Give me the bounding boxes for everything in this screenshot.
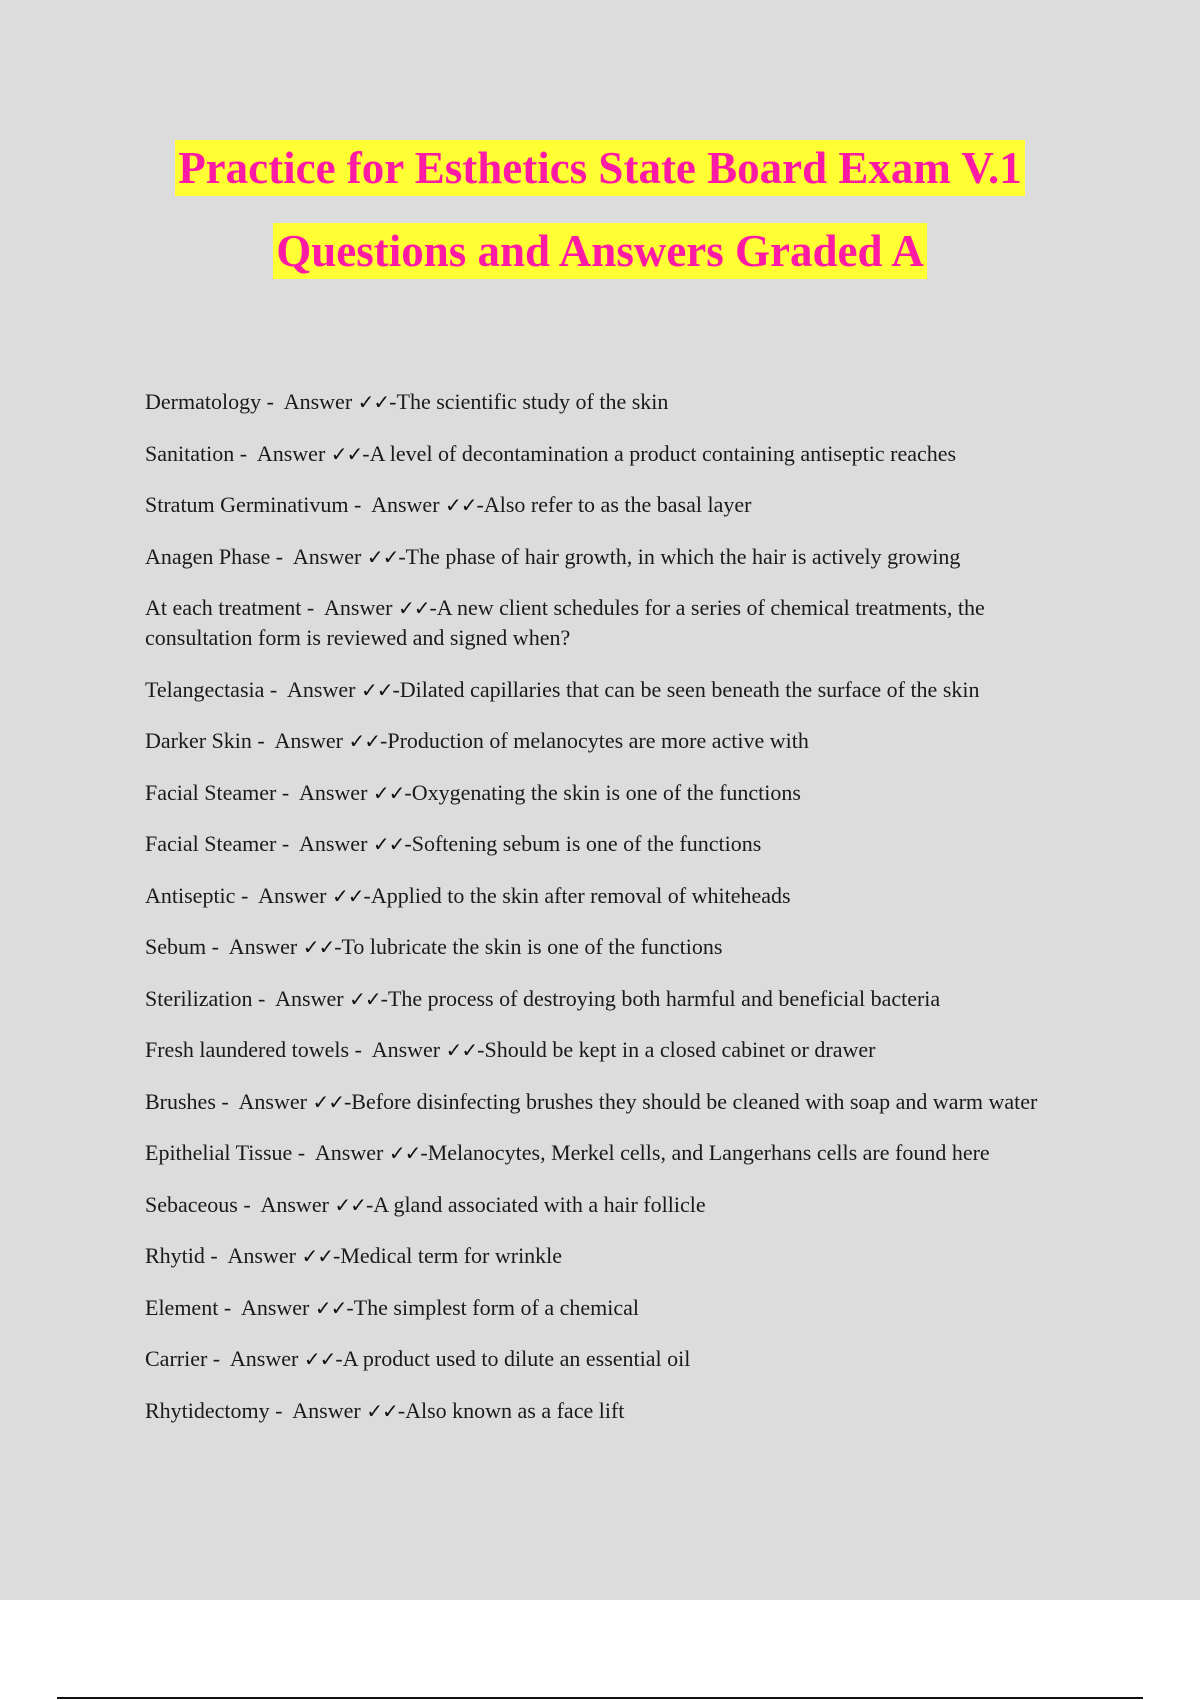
qa-answer: Should be kept in a closed cabinet or drawer xyxy=(484,1037,876,1062)
qa-item: Darker Skin - Answer ✓✓-Production of melanocytes are more active with xyxy=(145,728,809,753)
footer-divider xyxy=(57,1697,1143,1699)
qa-term: Facial Steamer xyxy=(145,831,277,856)
double-check-icon: ✓✓ xyxy=(445,1038,478,1062)
qa-term: Anagen Phase xyxy=(145,543,271,569)
qa-answer-label: Answer xyxy=(256,440,326,466)
double-check-icon: ✓✓ xyxy=(366,544,399,569)
qa-answer-label: Answer xyxy=(283,389,353,414)
qa-answer-label: Answer xyxy=(298,831,368,856)
qa-answer: The phase of hair growth, in which the hair is actively growing xyxy=(405,543,961,569)
double-check-icon: ✓✓ xyxy=(366,1398,398,1423)
qa-term: Carrier xyxy=(145,1346,208,1371)
qa-separator: - xyxy=(234,440,257,466)
qa-separator: - xyxy=(276,779,299,805)
qa-separator: - xyxy=(269,1397,293,1423)
qa-separator: - xyxy=(251,728,275,753)
double-check-icon: ✓✓ xyxy=(334,1192,366,1217)
qa-term: Sebum xyxy=(145,934,207,959)
qa-list xyxy=(145,387,1090,1447)
qa-separator: - xyxy=(204,1243,228,1268)
qa-term: Rhytid xyxy=(145,1243,205,1268)
qa-separator: - xyxy=(206,934,229,959)
qa-answer: The scientific study of the skin xyxy=(396,389,669,414)
double-check-icon: ✓✓ xyxy=(445,493,477,517)
qa-item: Stratum Germinativum - Answer ✓✓-Also refer to as the basal layer xyxy=(145,492,752,517)
qa-item: Facial Steamer - Answer ✓✓-Oxygenating the skin is one of the functions xyxy=(145,779,801,805)
qa-answer-label: Answer xyxy=(240,1294,310,1320)
document-title xyxy=(0,140,1200,279)
qa-item: Sanitation - Answer ✓✓-A level of decontamination a product containing antiseptic reaches xyxy=(145,440,957,466)
qa-term: Epithelial Tissue xyxy=(145,1140,293,1165)
qa-term: Antiseptic xyxy=(145,882,236,908)
qa-term: Element xyxy=(145,1294,219,1320)
qa-term: Dermatology xyxy=(145,389,262,414)
qa-term: Telangectasia xyxy=(145,676,265,702)
qa-answer-label: Answer xyxy=(274,728,343,753)
qa-term: At each treatment xyxy=(145,595,302,620)
qa-answer-label: Answer xyxy=(258,882,327,908)
qa-item: Rhytidectomy - Answer ✓✓-Also known as a face lift xyxy=(145,1397,625,1423)
double-check-icon: ✓✓ xyxy=(372,832,405,856)
double-check-icon: ✓✓ xyxy=(372,780,405,805)
double-check-icon: ✓✓ xyxy=(332,883,364,908)
qa-separator: - xyxy=(237,1191,261,1217)
double-check-icon: ✓✓ xyxy=(397,596,430,620)
qa-answer: Production of melanocytes are more active with xyxy=(387,728,809,753)
qa-separator: - xyxy=(348,492,372,517)
qa-answer-label: Answer xyxy=(314,1140,384,1165)
qa-term: Darker Skin xyxy=(145,728,252,753)
qa-separator: - xyxy=(261,389,284,414)
qa-answer-label: Answer xyxy=(292,543,362,569)
qa-item: At each treatment - Answer ✓✓-A new client schedules for a series of chemical treatments, the consultation form is reviewed and signed when? xyxy=(145,595,985,650)
qa-answer-label: Answer xyxy=(298,779,368,805)
double-check-icon: ✓✓ xyxy=(302,935,335,959)
double-check-icon: ✓✓ xyxy=(357,390,390,414)
qa-term: Sterilization xyxy=(145,985,253,1011)
qa-answer: Before disinfecting brushes they should be cleaned with soap and warm water xyxy=(351,1088,1038,1114)
double-check-icon: ✓✓ xyxy=(301,1244,333,1268)
double-check-icon: ✓✓ xyxy=(330,441,363,466)
qa-answer: A level of decontamination a product containing antiseptic reaches xyxy=(369,440,957,466)
qa-answer-label: Answer xyxy=(238,1088,307,1114)
qa-item: Anagen Phase - Answer ✓✓-The phase of hair growth, in which the hair is actively growing xyxy=(145,543,961,569)
qa-term: Facial Steamer xyxy=(145,779,277,805)
qa-separator: - xyxy=(207,1346,230,1371)
qa-separator: - xyxy=(276,831,299,856)
qa-separator: - xyxy=(264,676,288,702)
qa-item: Element - Answer ✓✓-The simplest form of a chemical xyxy=(145,1294,640,1320)
qa-item: Facial Steamer - Answer ✓✓-Softening sebum is one of the functions xyxy=(145,831,762,856)
qa-answer-label: Answer xyxy=(229,1346,299,1371)
qa-term: Stratum Germinativum xyxy=(145,492,349,517)
qa-item: Sterilization - Answer ✓✓-The process of destroying both harmful and beneficial bacteria xyxy=(145,985,941,1011)
qa-answer: Applied to the skin after removal of whiteheads xyxy=(370,882,791,908)
qa-term: Rhytidectomy xyxy=(145,1397,270,1423)
double-check-icon: ✓✓ xyxy=(360,677,393,702)
qa-term: Brushes xyxy=(145,1088,216,1114)
qa-item: Brushes - Answer ✓✓-Before disinfecting brushes they should be cleaned with soap and warm water xyxy=(145,1088,1038,1114)
qa-answer-label: Answer xyxy=(371,1037,441,1062)
qa-item: Sebaceous - Answer ✓✓-A gland associated with a hair follicle xyxy=(145,1191,706,1217)
qa-separator: - xyxy=(301,595,324,620)
qa-answer: Also known as a face lift xyxy=(405,1397,625,1423)
qa-answer: A gland associated with a hair follicle xyxy=(373,1191,706,1217)
qa-item: Rhytid - Answer ✓✓-Medical term for wrinkle xyxy=(145,1243,563,1268)
qa-item: Dermatology - Answer ✓✓-The scientific study of the skin xyxy=(145,389,669,414)
qa-term: Sebaceous xyxy=(145,1191,238,1217)
qa-answer: Also refer to as the basal layer xyxy=(483,492,752,517)
qa-answer-label: Answer xyxy=(324,595,393,620)
qa-separator: - xyxy=(349,1037,372,1062)
qa-separator: - xyxy=(252,985,276,1011)
qa-answer-label: Answer xyxy=(260,1191,329,1217)
qa-answer: Dilated capillaries that can be seen beneath the surface of the skin xyxy=(399,676,980,702)
double-check-icon: ✓✓ xyxy=(349,986,381,1011)
title-line-1: Practice for Esthetics State Board Exam V.1 xyxy=(175,140,1025,196)
qa-item: Fresh laundered towels - Answer ✓✓-Should be kept in a closed cabinet or drawer xyxy=(145,1037,876,1062)
qa-item: Telangectasia - Answer ✓✓-Dilated capillaries that can be seen beneath the surface of the skin xyxy=(145,676,980,702)
qa-answer: The process of destroying both harmful and beneficial bacteria xyxy=(387,985,941,1011)
qa-answer-label: Answer xyxy=(371,492,440,517)
qa-separator: - xyxy=(218,1294,241,1320)
qa-answer: A new client schedules for a series of chemical treatments, the consultation form is reviewed and signed when? xyxy=(145,595,985,650)
qa-answer-label: Answer xyxy=(292,1397,361,1423)
qa-answer: Melanocytes, Merkel cells, and Langerhans cells are found here xyxy=(427,1140,990,1165)
qa-answer: Oxygenating the skin is one of the functions xyxy=(411,779,801,805)
qa-answer-label: Answer xyxy=(275,985,344,1011)
qa-answer: To lubricate the skin is one of the functions xyxy=(341,934,723,959)
qa-separator: - xyxy=(215,1088,239,1114)
qa-answer-label: Answer xyxy=(227,1243,296,1268)
double-check-icon: ✓✓ xyxy=(388,1141,421,1165)
double-check-icon: ✓✓ xyxy=(303,1347,336,1371)
qa-answer-label: Answer xyxy=(228,934,298,959)
double-check-icon: ✓✓ xyxy=(312,1089,344,1114)
qa-separator: - xyxy=(292,1140,315,1165)
qa-term: Fresh laundered towels xyxy=(145,1037,350,1062)
qa-item: Sebum - Answer ✓✓-To lubricate the skin is one of the functions xyxy=(145,934,723,959)
title-line-2: Questions and Answers Graded A xyxy=(273,223,927,279)
qa-answer: The simplest form of a chemical xyxy=(353,1294,640,1320)
double-check-icon: ✓✓ xyxy=(314,1295,347,1320)
double-check-icon: ✓✓ xyxy=(348,729,380,753)
qa-answer: Medical term for wrinkle xyxy=(340,1243,563,1268)
qa-item: Epithelial Tissue - Answer ✓✓-Melanocytes, Merkel cells, and Langerhans cells are found here xyxy=(145,1140,990,1165)
qa-item: Carrier - Answer ✓✓-A product used to dilute an essential oil xyxy=(145,1346,691,1371)
qa-separator: - xyxy=(270,543,293,569)
qa-separator: - xyxy=(235,882,259,908)
qa-term: Sanitation xyxy=(145,440,235,466)
qa-answer-label: Answer xyxy=(287,676,356,702)
qa-answer: A product used to dilute an essential oil xyxy=(342,1346,691,1371)
qa-answer: Softening sebum is one of the functions xyxy=(411,831,762,856)
qa-item: Antiseptic - Answer ✓✓-Applied to the skin after removal of whiteheads xyxy=(145,882,791,908)
